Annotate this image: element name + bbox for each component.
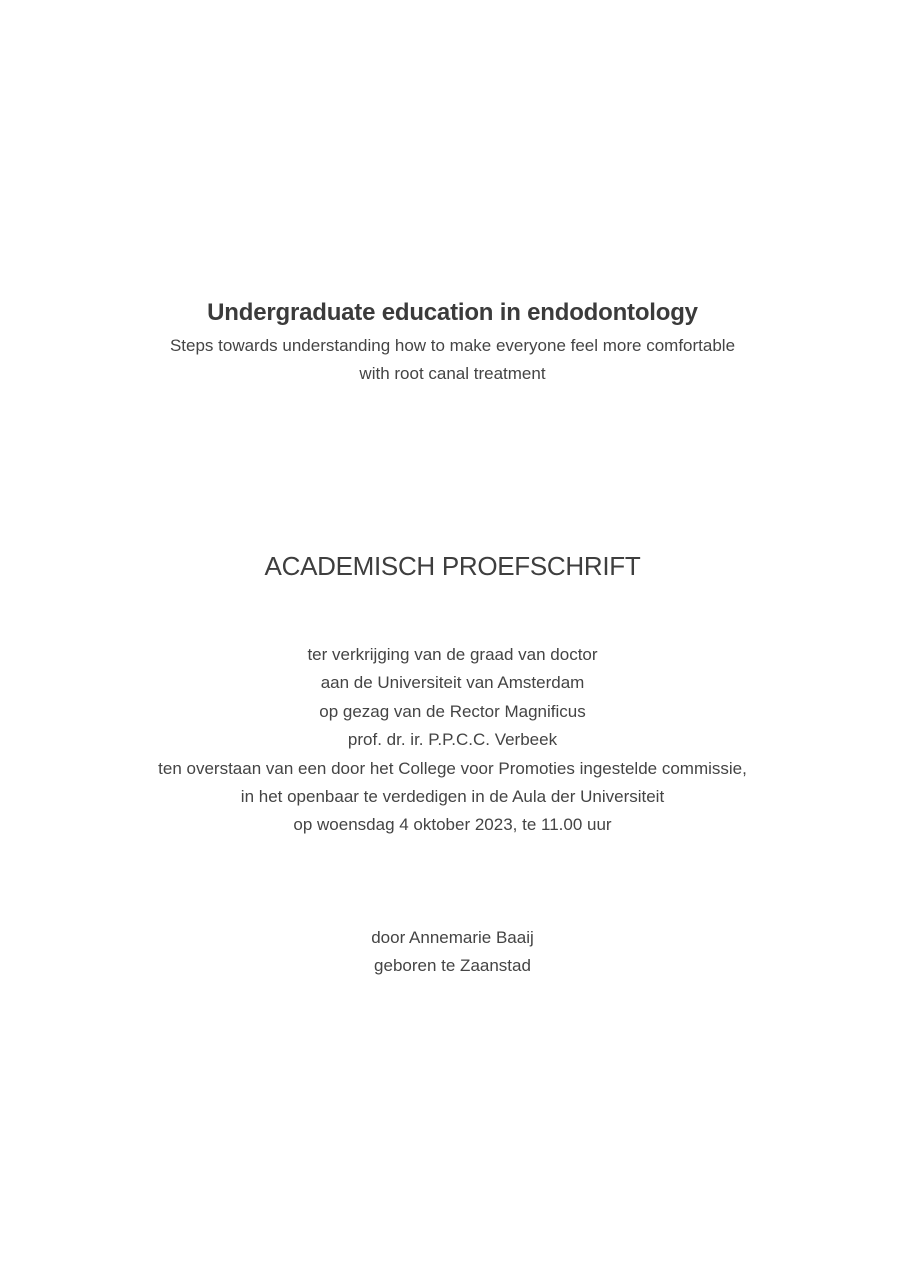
body-line: aan de Universiteit van Amsterdam [320, 673, 585, 693]
body-line: in het openbaar te verdedigen in de Aula der Universiteit [240, 787, 665, 807]
subtitle-line: with root canal treatment [359, 364, 546, 383]
thesis-subtitle [0, 332, 905, 388]
subtitle-line: Steps towards understanding how to make everyone feel more comfortable [169, 336, 736, 355]
defense-details [0, 641, 905, 840]
academic-heading: ACADEMISCH PROEFSCHRIFT [264, 551, 641, 581]
body-line: ter verkrijging van de graad van doctor [307, 645, 598, 664]
author-name: door Annemarie Baaij [371, 928, 534, 947]
author-birthplace: geboren te Zaanstad [374, 956, 531, 975]
author-block [0, 924, 905, 980]
body-line: prof. dr. ir. P.P.C.C. Verbeek [347, 730, 558, 750]
thesis-title: Undergraduate education in endodontology [207, 299, 698, 326]
body-line: ten overstaan van een door het College voor Promoties ingestelde commissie, [158, 758, 747, 778]
body-line: op woensdag 4 oktober 2023, te 11.00 uur [293, 815, 612, 835]
body-line: op gezag van de Rector Magnificus [319, 701, 586, 721]
